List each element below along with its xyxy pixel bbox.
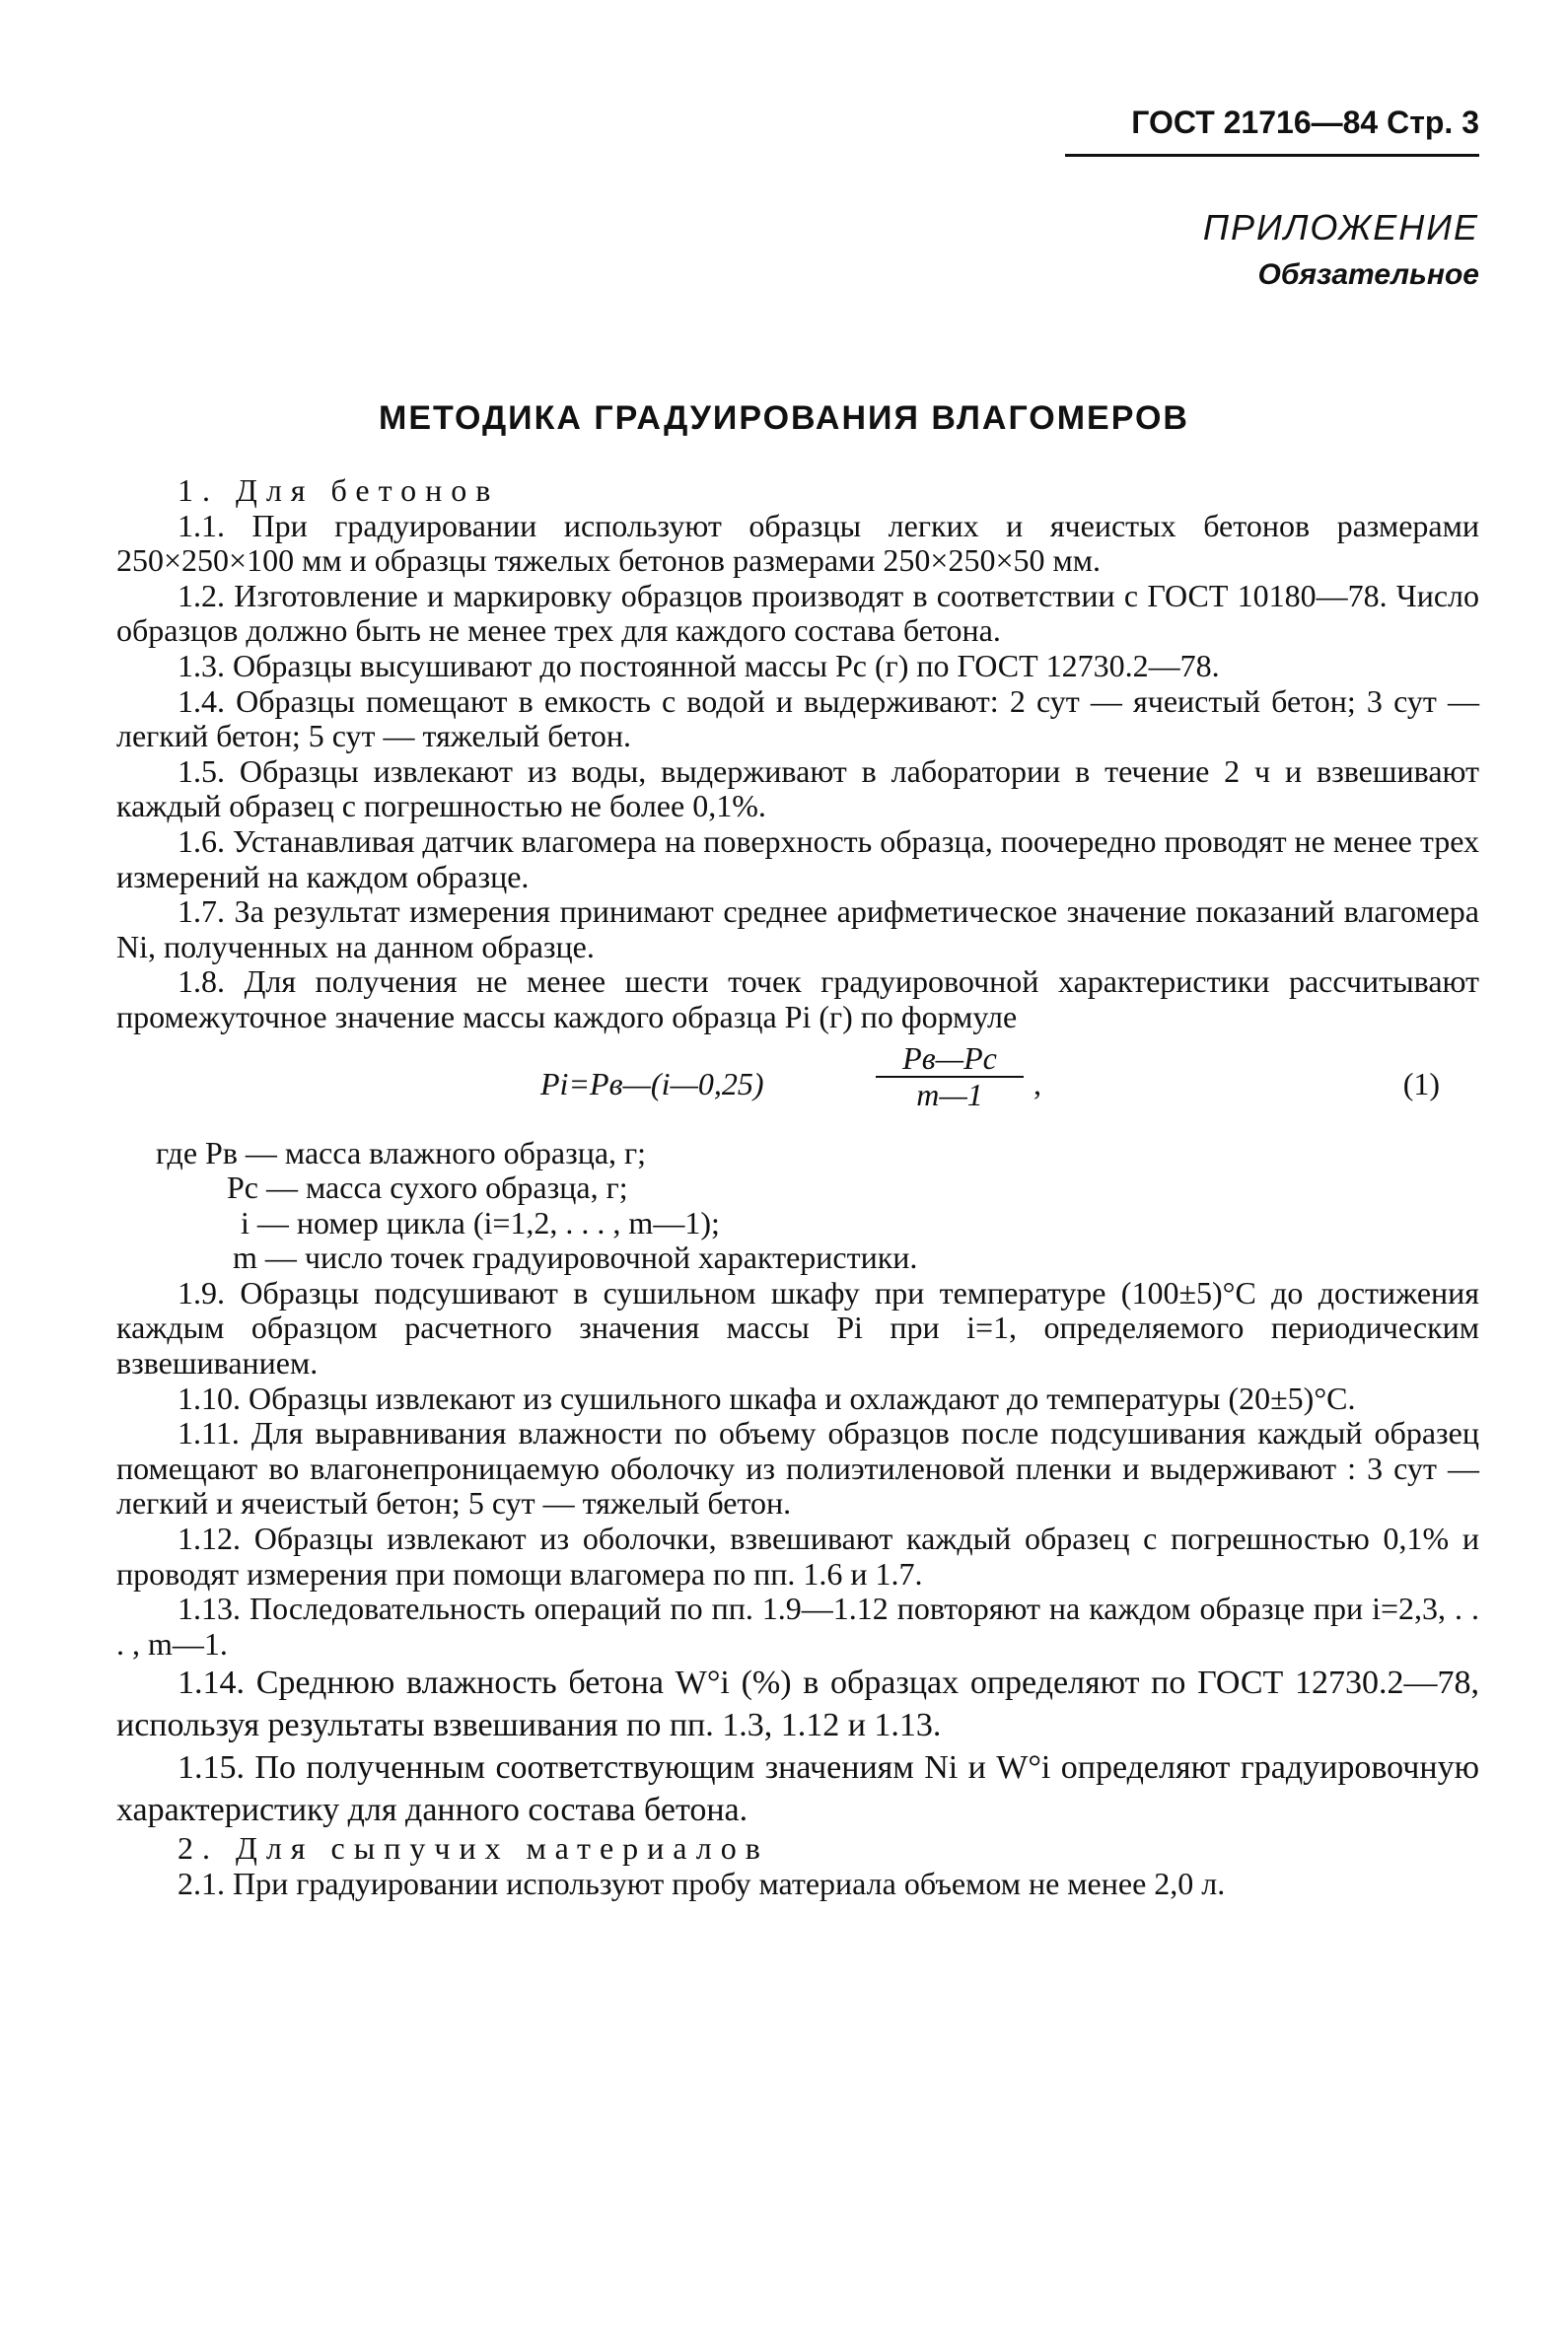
paragraph-1-11: 1.11. Для выравнивания влажности по объему образцов после подсушивания каждый образец помещают во влагонепроницаемую оболочку из полиэтиленовой пленки и выдерживают : 3 сут — легкий и ячеистый бетон; 5 сут — тяжелый бетон. (116, 1415, 1479, 1522)
paragraph-1-6: 1.6. Устанавливая датчик влагомера на поверхность образца, поочередно проводят не менее трех измерений на каждом образце. (116, 822, 1480, 894)
paragraph-2-1: 2.1. При градуировании используют пробу материала объемом не менее 2,0 л. (178, 1866, 1226, 1901)
annex-subtitle: Обязательное (1257, 258, 1479, 291)
paragraph-1-3: 1.3. Образцы высушивают до постоянной массы Pс (г) по ГОСТ 12730.2—78. (178, 647, 1220, 683)
legend-row-m: m — число точек градуировочной характеристики. (233, 1240, 918, 1276)
document-title: МЕТОДИКА ГРАДУИРОВАНИЯ ВЛАГОМЕРОВ (379, 399, 1189, 437)
paragraph-1-14: 1.14. Среднюю влажность бетона W°i (%) в образцах определяют по ГОСТ 12730.2—78, используя результаты взвешивания по пп. 1.3, 1.12 и 1.13. (116, 1665, 1479, 1744)
formula-number: (1) (1402, 1065, 1440, 1101)
legend-row-pc: Pс — масса сухого образца, г; (227, 1170, 628, 1206)
formula-left-side: Pi=Pв—(i—0,25) (540, 1065, 764, 1101)
paragraph-1-4: 1.4. Образцы помещают в емкость с водой и выдерживают: 2 сут — ячеистый бетон; 3 сут — легкий бетон; 5 сут — тяжелый бетон. (116, 682, 1479, 754)
paragraph-1-1: 1.1. При градуировании используют образцы легких и ячеистых бетонов размерами 250×250×100 мм и образцы тяжелых бетонов размерами 250×250×50 мм. (116, 507, 1479, 579)
legend-row-pv: где Pв — масса влажного образца, г; (156, 1134, 647, 1170)
paragraph-1-8: 1.8. Для получения не менее шести точек градуировочной характеристики рассчитывают промежуточное значение массы каждого образца Pi (г) по формуле (116, 963, 1479, 1034)
paragraph-1-10: 1.10. Образцы извлекают из сушильного шкафа и охлаждают до температуры (20±5)°С. (178, 1380, 1356, 1416)
paragraph-1-13: 1.13. Последовательность операций по пп. 1.9—1.12 повторяют на каждом образце при i=2,3, . . . , m—1. (116, 1591, 1479, 1662)
formula-denominator: m—1 (916, 1077, 983, 1113)
formula-fraction (876, 1041, 1024, 1113)
formula-legend (116, 1136, 1479, 1276)
formula-comma: , (1033, 1065, 1041, 1101)
paragraph-1-7: 1.7. За результат измерения принимают среднее арифметическое значение показаний влагомера Ni, полученных на данном образце. (116, 893, 1479, 964)
paragraph-1-5: 1.5. Образцы извлекают из воды, выдерживают в лаборатории в течение 2 ч и взвешивают каждый образец с погрешностью не более 0,1%. (116, 752, 1479, 824)
document-body (116, 473, 1479, 1902)
formula-numerator: Pв—Pс (876, 1041, 1024, 1079)
paragraph-1-15: 1.15. По полученным соответствующим значениям Ni и W°i определяют градуировочную характеристику для данного состава бетона. (116, 1749, 1479, 1829)
header-rule (1065, 154, 1479, 157)
annex-title: ПРИЛОЖЕНИЕ (1202, 207, 1479, 248)
section-1-heading: 1. Для бетонов (178, 472, 500, 508)
annex-block (1203, 207, 1479, 292)
page-header: ГОСТ 21716—84 Стр. 3 (1131, 105, 1479, 140)
paragraph-1-9: 1.9. Образцы подсушивают в сушильном шкафу при температуре (100±5)°С до достижения каждым образцом расчетного значения массы Pi при i=1, определяемого периодическим взвешиванием. (116, 1274, 1479, 1382)
paragraph-1-12: 1.12. Образцы извлекают из оболочки, взвешивают каждый образец с погрешностью 0,1% и проводят измерения при помощи влагомера по пп. 1.6 и 1.7. (116, 1521, 1479, 1592)
formula-1 (116, 1041, 1479, 1130)
legend-row-i: i — номер цикла (i=1,2, . . . , m—1); (241, 1204, 720, 1240)
paragraph-1-2: 1.2. Изготовление и маркировку образцов производят в соответствии с ГОСТ 10180—78. Число образцов должно быть не менее трех для каждого состава бетона. (116, 577, 1479, 649)
section-2-heading: 2. Для сыпучих материалов (178, 1830, 769, 1867)
